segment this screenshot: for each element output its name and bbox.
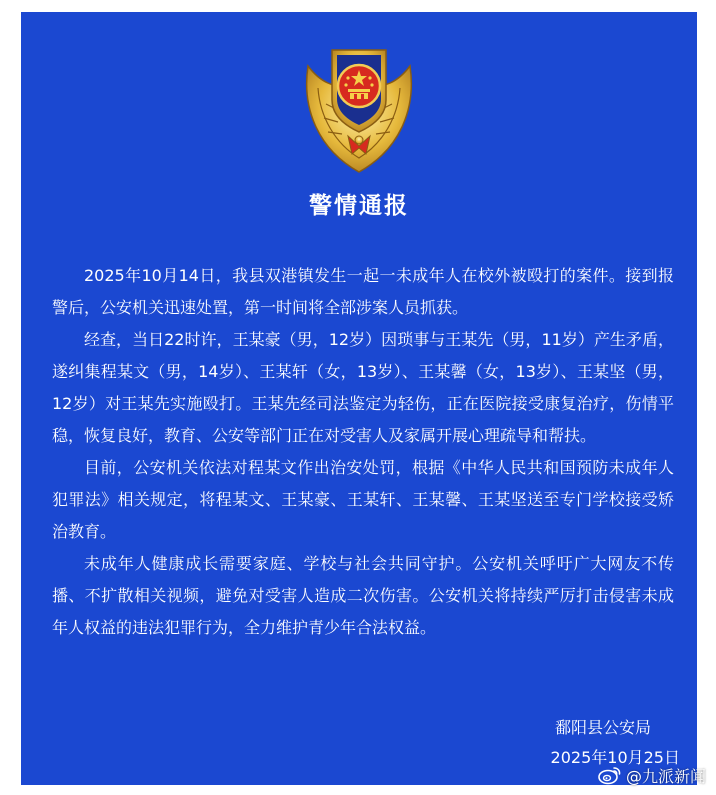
- issuer-signature: 鄱阳县公安局: [554, 718, 651, 737]
- notice-paragraph: 目前，公安机关依法对程某文作出治安处罚，根据《中华人民共和国预防未成年人犯罪法》相关规定，将程某文、王某豪、王某轩、王某馨、王某坚送至专门学校接受矫治教育。: [52, 458, 674, 541]
- source-watermark: [598, 762, 706, 788]
- notice-title: 警情通报: [309, 193, 409, 219]
- notice-body: [52, 260, 674, 644]
- notice-paragraph: 2025年10月14日，我县双港镇发生一起一未成年人在校外被殴打的案件。接到报警后，公安机关迅速处置，第一时间将全部涉案人员抓获。: [52, 266, 674, 317]
- watermark-text: @九派新闻: [625, 766, 706, 786]
- notice-paragraph: 未成年人健康成长需要家庭、学校与社会共同守护。公安机关呼吁广大网友不传播、不扩散相关视频，避免对受害人造成二次伤害。公安机关将持续严厉打击侵害未成年人权益的违法犯罪行为，全力维护青少年合法权益。: [52, 554, 674, 637]
- police-emblem-icon: [302, 36, 416, 176]
- issue-date: 2025年10月25日: [550, 748, 680, 767]
- notice-paragraph: 经查，当日22时许，王某豪（男，12岁）因琐事与王某先（男，11岁）产生矛盾，遂纠集程某文（男，14岁）、王某轩（女，13岁）、王某馨（女，13岁）、王某坚（男，12岁）对王某先实施殴打。王某先经司法鉴定为轻伤，正在医院接受康复治疗，伤情平稳，恢复良好，教育、公安等部门正在对受害人及家属开展心理疏导和帮扶。: [52, 330, 674, 445]
- weibo-icon: [598, 765, 622, 785]
- police-notice-card: [21, 12, 697, 785]
